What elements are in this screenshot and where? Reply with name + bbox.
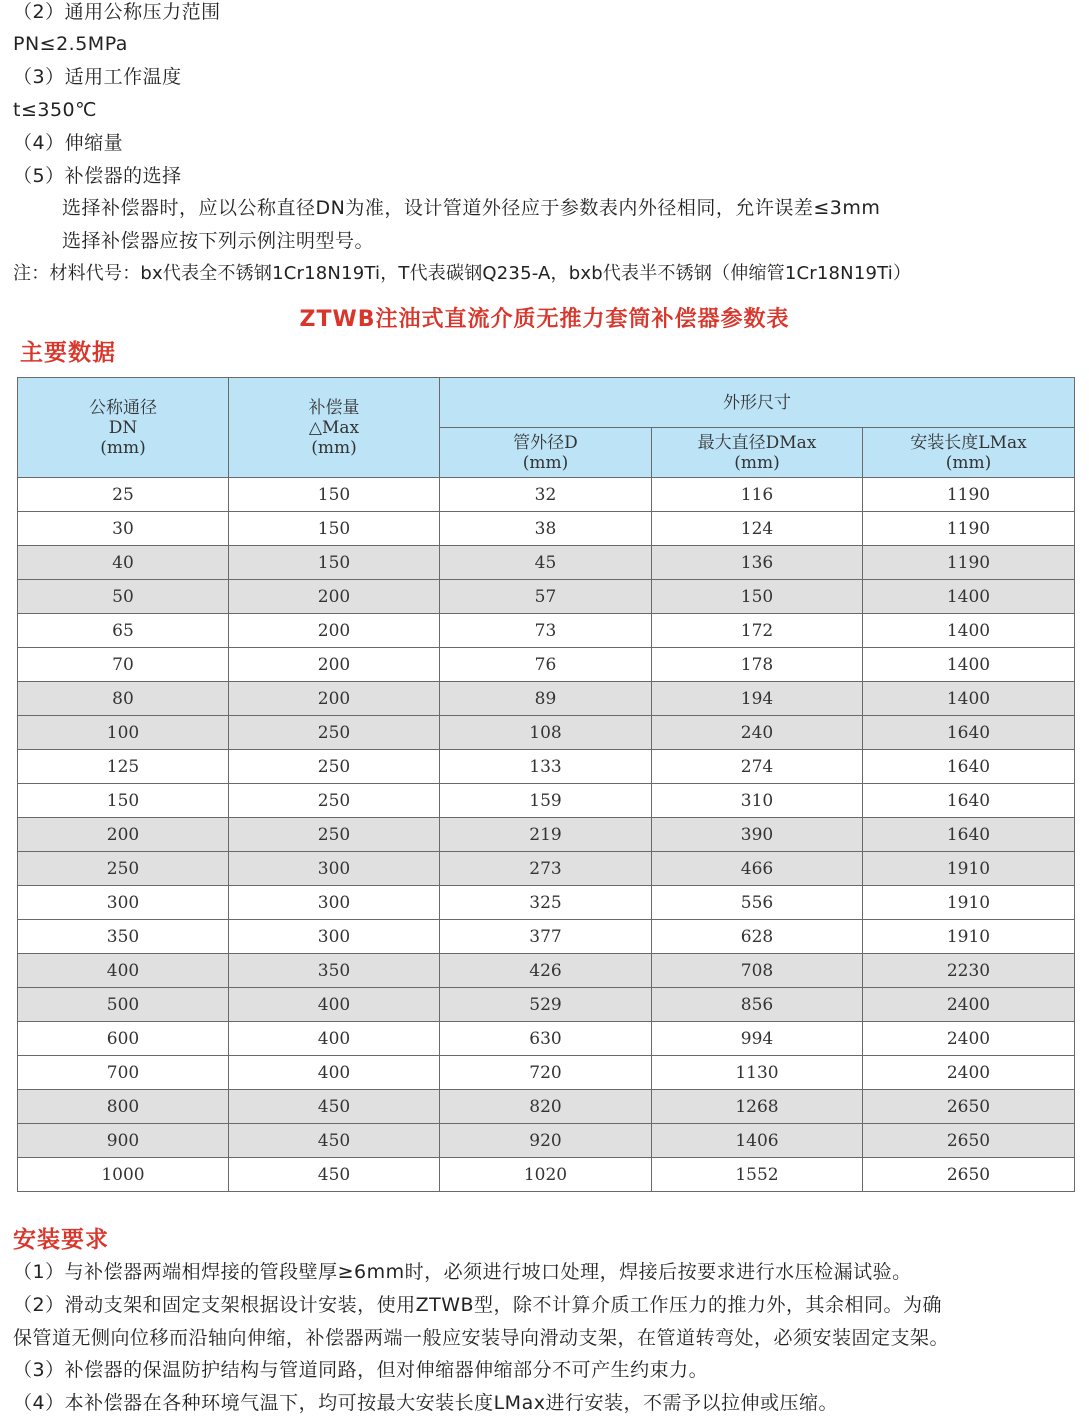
- table-row: [18, 1124, 1075, 1158]
- table-cell: 1400: [863, 580, 1075, 614]
- table-cell: 630: [440, 1022, 652, 1056]
- intro-line: （4）伸缩量: [13, 132, 124, 154]
- table-cell: 250: [229, 750, 440, 784]
- table-cell: 1910: [863, 852, 1075, 886]
- table-cell: 450: [229, 1158, 440, 1192]
- table-row: [18, 784, 1075, 818]
- table-cell: 200: [229, 648, 440, 682]
- table-cell: 32: [440, 478, 652, 512]
- table-cell: 150: [652, 580, 863, 614]
- table-cell: 57: [440, 580, 652, 614]
- table-cell: 2400: [863, 1056, 1075, 1090]
- main-data-heading: 主要数据: [20, 340, 116, 366]
- table-cell: 1190: [863, 546, 1075, 580]
- header-od-line: (mm): [522, 452, 569, 473]
- table-cell: 73: [440, 614, 652, 648]
- parameter-table: [17, 377, 1075, 1192]
- table-cell: 2650: [863, 1090, 1075, 1124]
- table-cell: 1400: [863, 614, 1075, 648]
- table-cell: 920: [440, 1124, 652, 1158]
- table-cell: 377: [440, 920, 652, 954]
- table-row: [18, 852, 1075, 886]
- table-cell: 2230: [863, 954, 1075, 988]
- table-cell: 500: [18, 988, 229, 1022]
- table-cell: 76: [440, 648, 652, 682]
- table-row: [18, 818, 1075, 852]
- table-cell: 240: [652, 716, 863, 750]
- table-cell: 150: [229, 546, 440, 580]
- intro-line: 选择补偿器应按下列示例注明型号。: [62, 230, 375, 252]
- table-cell: 178: [652, 648, 863, 682]
- table-cell: 556: [652, 886, 863, 920]
- header-compensation: [229, 378, 440, 478]
- header-dmax-line: (mm): [734, 452, 780, 473]
- table-cell: 1400: [863, 648, 1075, 682]
- table-cell: 529: [440, 988, 652, 1022]
- install-line: （3）补偿器的保温防护结构与管道同路，但对伸缩器伸缩部分不可产生约束力。: [13, 1359, 709, 1381]
- table-cell: 2650: [863, 1124, 1075, 1158]
- table-row: [18, 1090, 1075, 1124]
- table-row: [18, 512, 1075, 546]
- table-row: [18, 1158, 1075, 1192]
- table-cell: 273: [440, 852, 652, 886]
- table-cell: 2650: [863, 1158, 1075, 1192]
- table-cell: 150: [229, 478, 440, 512]
- table-cell: 100: [18, 716, 229, 750]
- table-cell: 720: [440, 1056, 652, 1090]
- table-cell: 1910: [863, 886, 1075, 920]
- table-cell: 800: [18, 1090, 229, 1124]
- table-cell: 708: [652, 954, 863, 988]
- table-cell: 466: [652, 852, 863, 886]
- table-cell: 400: [229, 988, 440, 1022]
- table-row: [18, 716, 1075, 750]
- table-cell: 820: [440, 1090, 652, 1124]
- table-cell: 310: [652, 784, 863, 818]
- table-row: [18, 750, 1075, 784]
- table-cell: 1400: [863, 682, 1075, 716]
- intro-line: t≤350℃: [13, 99, 97, 121]
- table-cell: 200: [229, 580, 440, 614]
- table-cell: 108: [440, 716, 652, 750]
- header-dn: [18, 378, 229, 478]
- header-dn-line: 公称通径: [89, 397, 157, 418]
- table-cell: 300: [18, 886, 229, 920]
- table-cell: 125: [18, 750, 229, 784]
- table-cell: 45: [440, 546, 652, 580]
- table-cell: 325: [440, 886, 652, 920]
- header-dmax-line: 最大直径DMax: [697, 432, 817, 453]
- table-cell: 1910: [863, 920, 1075, 954]
- table-cell: 38: [440, 512, 652, 546]
- table-cell: 150: [18, 784, 229, 818]
- table-cell: 1190: [863, 512, 1075, 546]
- table-cell: 2400: [863, 1022, 1075, 1056]
- table-cell: 450: [229, 1124, 440, 1158]
- header-lmax-line: (mm): [945, 452, 992, 473]
- header-dn-line: DN: [108, 417, 138, 438]
- table-row: [18, 648, 1075, 682]
- table-cell: 250: [229, 716, 440, 750]
- header-dimensions: 外形尺寸: [440, 378, 1075, 428]
- table-cell: 25: [18, 478, 229, 512]
- intro-line: （5）补偿器的选择: [13, 165, 182, 187]
- install-heading: 安装要求: [13, 1227, 109, 1253]
- table-cell: 40: [18, 546, 229, 580]
- table-row: [18, 580, 1075, 614]
- header-outer-diameter: [440, 428, 652, 478]
- intro-line: （3）适用工作温度: [13, 66, 182, 88]
- table-cell: 1190: [863, 478, 1075, 512]
- table-cell: 89: [440, 682, 652, 716]
- table-cell: 350: [229, 954, 440, 988]
- table-row: [18, 682, 1075, 716]
- table-cell: 1000: [18, 1158, 229, 1192]
- table-cell: 1268: [652, 1090, 863, 1124]
- header-install-length: [863, 428, 1075, 478]
- table-row: [18, 478, 1075, 512]
- material-note: 注：材料代号：bx代表全不锈钢1Cr18N19Ti，T代表碳钢Q235-A，bxb代表半不锈钢（伸缩管1Cr18N19Ti）: [13, 263, 912, 284]
- header-dn-line: (mm): [100, 437, 146, 458]
- table-cell: 70: [18, 648, 229, 682]
- table-cell: 300: [229, 886, 440, 920]
- table-cell: 250: [18, 852, 229, 886]
- table-cell: 200: [229, 614, 440, 648]
- table-cell: 194: [652, 682, 863, 716]
- table-cell: 65: [18, 614, 229, 648]
- table-row: [18, 920, 1075, 954]
- table-cell: 994: [652, 1022, 863, 1056]
- table-cell: 136: [652, 546, 863, 580]
- table-cell: 80: [18, 682, 229, 716]
- install-line: （1）与补偿器两端相焊接的管段壁厚≥6mm时，必须进行坡口处理，焊接后按要求进行水压检漏试验。: [13, 1261, 912, 1283]
- table-cell: 172: [652, 614, 863, 648]
- header-max-diameter: [652, 428, 863, 478]
- table-body: [18, 478, 1075, 1192]
- table-cell: 700: [18, 1056, 229, 1090]
- table-row: [18, 1056, 1075, 1090]
- table-cell: 1020: [440, 1158, 652, 1192]
- table-cell: 856: [652, 988, 863, 1022]
- table-cell: 1640: [863, 750, 1075, 784]
- table-cell: 274: [652, 750, 863, 784]
- table-cell: 350: [18, 920, 229, 954]
- header-od-line: 管外径D: [513, 432, 578, 453]
- table-cell: 600: [18, 1022, 229, 1056]
- table-cell: 1640: [863, 818, 1075, 852]
- table-row: [18, 988, 1075, 1022]
- table-cell: 250: [229, 818, 440, 852]
- table-cell: 50: [18, 580, 229, 614]
- table-cell: 116: [652, 478, 863, 512]
- table-cell: 150: [229, 512, 440, 546]
- table-cell: 300: [229, 920, 440, 954]
- table-cell: 426: [440, 954, 652, 988]
- table-cell: 300: [229, 852, 440, 886]
- table-cell: 1640: [863, 716, 1075, 750]
- intro-line: （2）通用公称压力范围: [13, 1, 221, 23]
- install-line: （4）本补偿器在各种环境气温下，均可按最大安装长度LMax进行安装，不需予以拉伸或压缩。: [13, 1392, 838, 1414]
- table-row: [18, 614, 1075, 648]
- table-cell: 1130: [652, 1056, 863, 1090]
- table-row: [18, 954, 1075, 988]
- table-cell: 400: [229, 1056, 440, 1090]
- table-cell: 400: [18, 954, 229, 988]
- table-cell: 30: [18, 512, 229, 546]
- table-cell: 250: [229, 784, 440, 818]
- header-comp-line: 补偿量: [308, 397, 360, 418]
- table-cell: 900: [18, 1124, 229, 1158]
- table-cell: 124: [652, 512, 863, 546]
- table-cell: 1640: [863, 784, 1075, 818]
- table-cell: 133: [440, 750, 652, 784]
- table-cell: 628: [652, 920, 863, 954]
- table-row: [18, 1022, 1075, 1056]
- table-title: ZTWB注油式直流介质无推力套筒补偿器参数表: [299, 307, 790, 332]
- table-cell: 390: [652, 818, 863, 852]
- install-line: 保管道无侧向位移而沿轴向伸缩，补偿器两端一般应安装导向滑动支架，在管道转弯处，必须安装固定支架。: [13, 1327, 950, 1349]
- table-cell: 219: [440, 818, 652, 852]
- table-cell: 1406: [652, 1124, 863, 1158]
- table-cell: 400: [229, 1022, 440, 1056]
- intro-line: PN≤2.5MPa: [13, 33, 128, 55]
- install-line: （2）滑动支架和固定支架根据设计安装，使用ZTWB型，除不计算介质工作压力的推力外，其余相同。为确: [13, 1294, 943, 1316]
- header-lmax-line: 安装长度LMax: [910, 432, 1027, 453]
- table-cell: 200: [229, 682, 440, 716]
- header-comp-line: (mm): [311, 437, 357, 458]
- table-cell: 1552: [652, 1158, 863, 1192]
- table-row: [18, 546, 1075, 580]
- header-comp-line: △Max: [308, 417, 360, 438]
- intro-line: 选择补偿器时，应以公称直径DN为准，设计管道外径应于参数表内外径相同，允许误差≤3mm: [62, 197, 881, 219]
- table-cell: 2400: [863, 988, 1075, 1022]
- table-cell: 450: [229, 1090, 440, 1124]
- table-cell: 159: [440, 784, 652, 818]
- table-row: [18, 886, 1075, 920]
- table-cell: 200: [18, 818, 229, 852]
